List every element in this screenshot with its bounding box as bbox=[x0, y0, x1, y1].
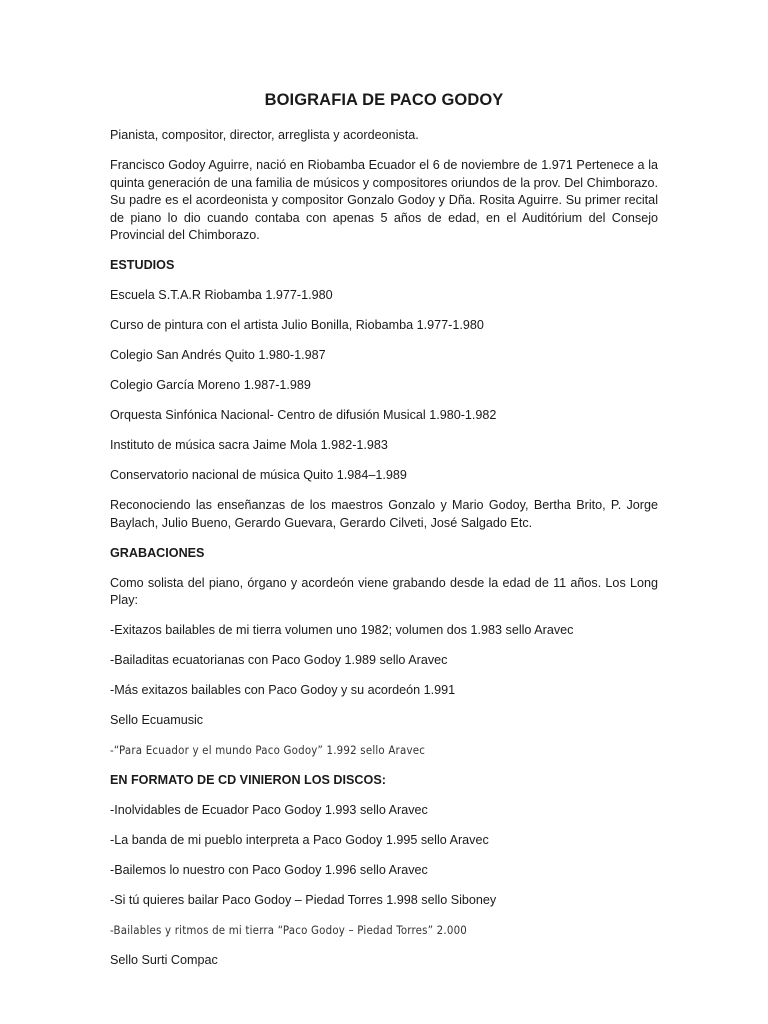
intro-paragraph: Pianista, compositor, director, arreglista y acordeonista. bbox=[110, 128, 419, 142]
studies-heading: ESTUDIOS bbox=[110, 258, 175, 272]
cd-item: -Si tú quieres bailar Paco Godoy – Piedad Torres 1.998 sello Siboney bbox=[110, 893, 497, 907]
long-play-label: Sello Ecuamusic bbox=[110, 713, 204, 727]
document-title: BOIGRAFIA DE PACO GODOY bbox=[264, 91, 504, 109]
long-play-item: -Exitazos bailables de mi tierra volumen uno 1982; volumen dos 1.983 sello Aravec bbox=[110, 623, 574, 637]
study-item: Curso de pintura con el artista Julio Bonilla, Riobamba 1.977-1.980 bbox=[110, 318, 484, 332]
study-item: Escuela S.T.A.R Riobamba 1.977-1.980 bbox=[110, 288, 333, 302]
bio-paragraph: Francisco Godoy Aguirre, nació en Riobamba Ecuador el 6 de noviembre de 1.971 Pertenece a la quinta generación de una familia de músicos y compositores oriundos de la prov. Del Chimborazo. Su padre es el acordeonista y compositor Gonzalo Godoy y Dña. Rosita Aguirre. Su primer recital de piano lo dio cuando contaba con apenas 5 años de edad, en el Auditórium del Consejo Provincial del Chimborazo. bbox=[110, 158, 658, 242]
study-item: Conservatorio nacional de música Quito 1.984–1.989 bbox=[110, 468, 407, 482]
recordings-intro: Como solista del piano, órgano y acordeón viene grabando desde la edad de 11 años. Los Long Play: bbox=[110, 575, 658, 607]
teachers-paragraph: Reconociendo las enseñanzas de los maestros Gonzalo y Mario Godoy, Bertha Brito, P. Jorge Baylach, Julio Bueno, Gerardo Guevara, Gerardo Cilveti, José Salgado Etc. bbox=[110, 498, 658, 530]
recordings-heading: GRABACIONES bbox=[110, 545, 205, 560]
long-play-item: -Bailaditas ecuatorianas con Paco Godoy 1.989 sello Aravec bbox=[110, 653, 448, 667]
cd-label: Sello Surti Compac bbox=[110, 953, 218, 967]
cd-heading: EN FORMATO DE CD VINIERON LOS DISCOS: bbox=[110, 773, 386, 787]
study-item: Instituto de música sacra Jaime Mola 1.982-1.983 bbox=[110, 438, 388, 452]
cd-item: -La banda de mi pueblo interpreta a Paco Godoy 1.995 sello Aravec bbox=[110, 833, 489, 847]
study-item: Colegio San Andrés Quito 1.980-1.987 bbox=[110, 348, 326, 362]
long-play-item: -Más exitazos bailables con Paco Godoy y su acordeón 1.991 bbox=[110, 683, 456, 697]
long-play-item: -“Para Ecuador y el mundo Paco Godoy” 1.992 sello Aravec bbox=[110, 743, 426, 757]
cd-item: -Inolvidables de Ecuador Paco Godoy 1.993 sello Aravec bbox=[110, 803, 428, 817]
cd-item: -Bailemos lo nuestro con Paco Godoy 1.996 sello Aravec bbox=[110, 863, 428, 877]
study-item: Orquesta Sinfónica Nacional- Centro de difusión Musical 1.980-1.982 bbox=[110, 408, 497, 422]
study-item: Colegio García Moreno 1.987-1.989 bbox=[110, 378, 311, 392]
cd-item: -Bailables y ritmos de mi tierra “Paco Godoy – Piedad Torres” 2.000 bbox=[110, 923, 468, 937]
document-page bbox=[110, 90, 658, 982]
